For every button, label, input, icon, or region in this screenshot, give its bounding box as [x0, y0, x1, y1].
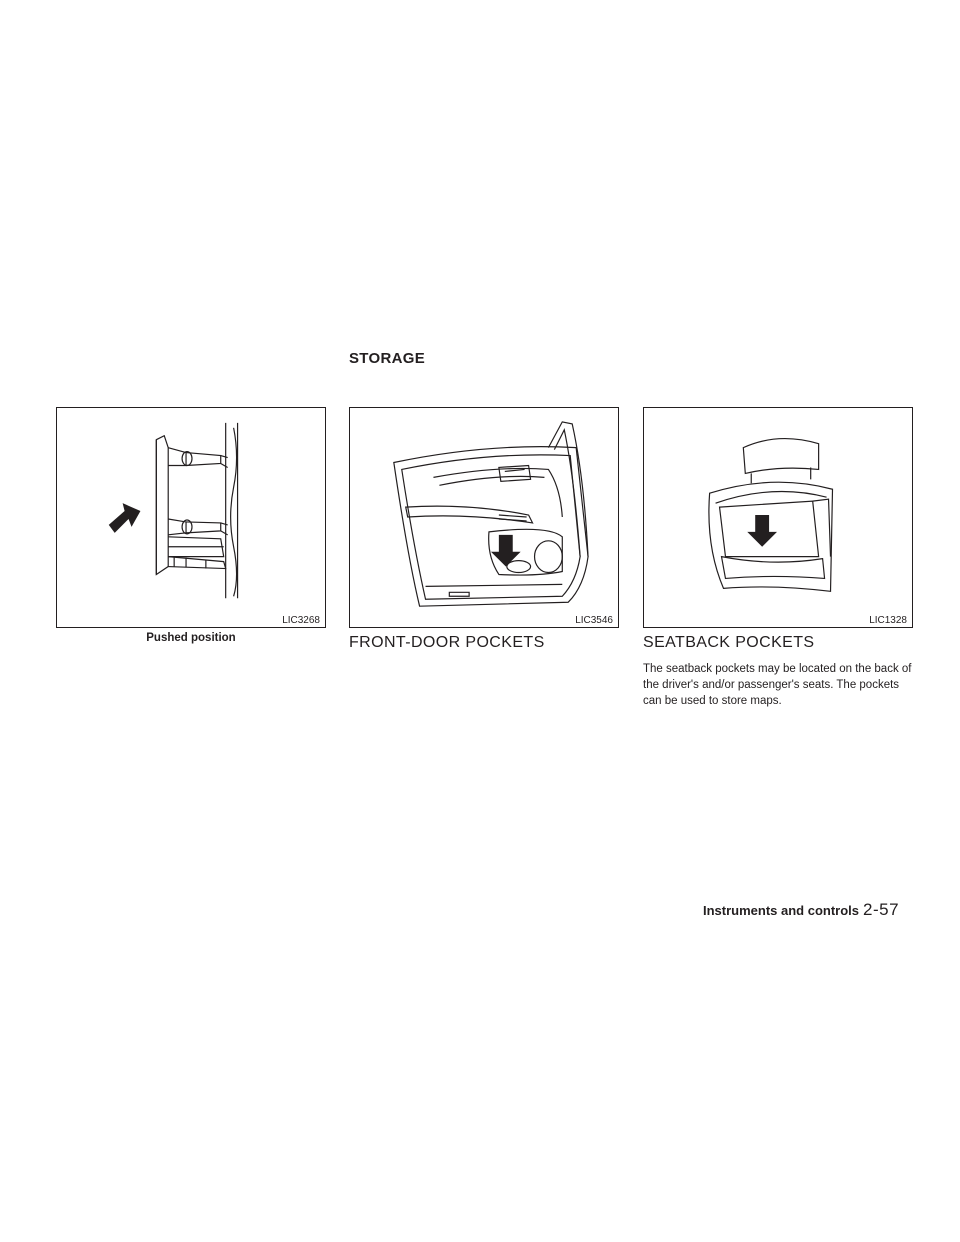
seatback-body-text: The seatback pockets may be located on the back of the driver's and/or passenger's seats. The pockets can be used to store maps. [643, 663, 912, 707]
cup-holder-illustration [57, 408, 325, 627]
figure-caption: Pushed position [146, 632, 236, 644]
footer-section-name: Instruments and controls [703, 903, 860, 918]
seatback-illustration [644, 408, 912, 627]
front-door-illustration [350, 408, 618, 627]
page-footer [703, 900, 899, 920]
figure-pushed-position [56, 407, 326, 628]
figure-code: LIC1328 [869, 615, 907, 626]
figure-code: LIC3268 [282, 615, 320, 626]
figure-code: LIC3546 [575, 615, 613, 626]
figure-seatback [643, 407, 913, 628]
heading-front-door-pockets: FRONT-DOOR POCKETS [349, 634, 545, 651]
figure-front-door [349, 407, 619, 628]
section-title: STORAGE [349, 350, 426, 367]
heading-seatback-pockets: SEATBACK POCKETS [643, 634, 815, 651]
page-number: 2-57 [863, 900, 900, 919]
